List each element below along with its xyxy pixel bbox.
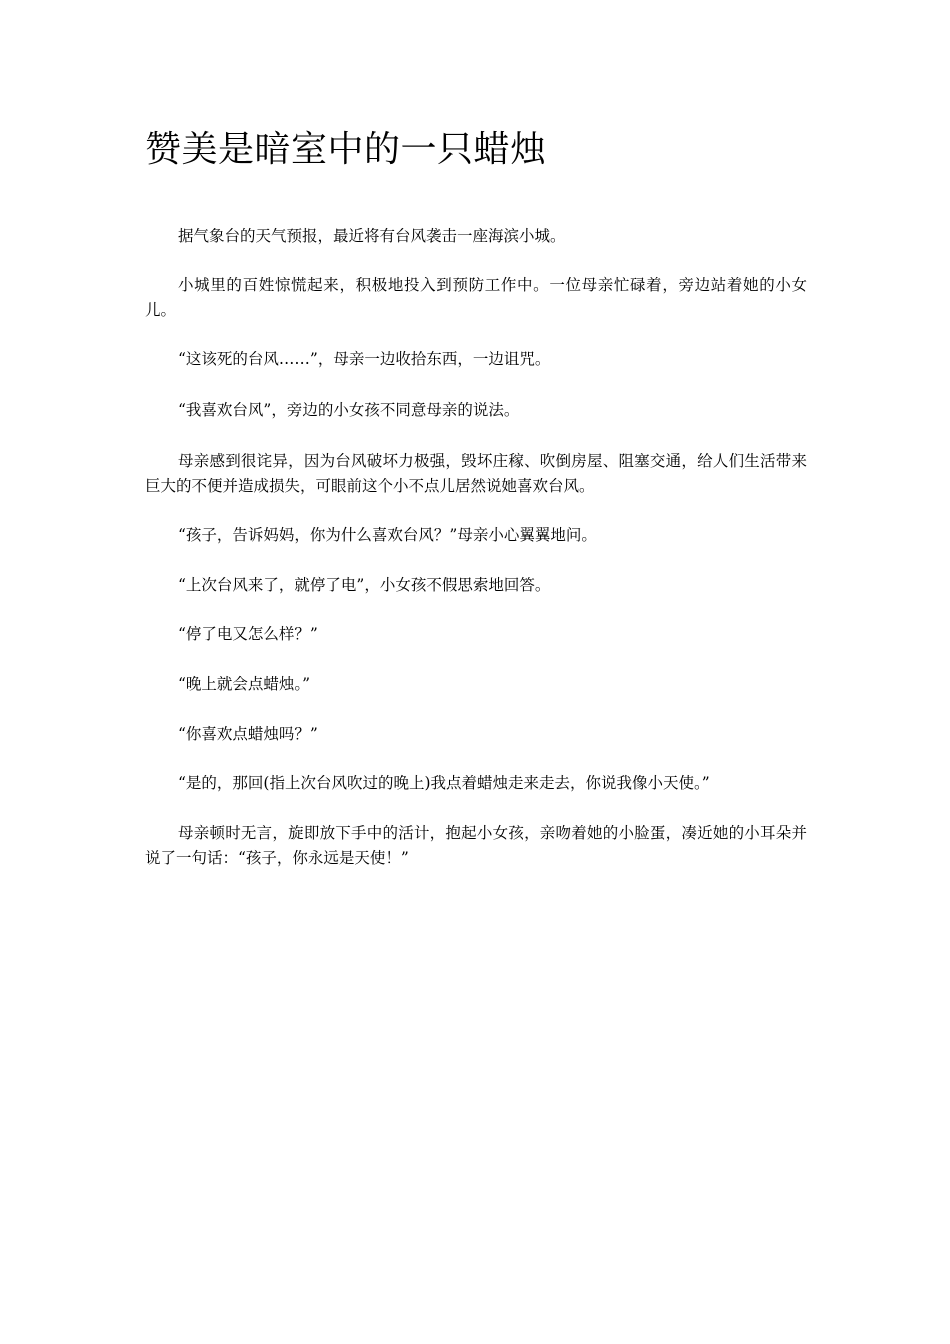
- paragraph: “晚上就会点蜡烛。”: [178, 675, 311, 693]
- paragraph: “停了电又怎么样？”: [178, 625, 318, 643]
- paragraph: “这该死的台风……”，母亲一边收拾东西，一边诅咒。: [178, 350, 551, 368]
- paragraph: 小城里的百姓惊慌起来，积极地投入到预防工作中。一位母亲忙碌着，旁边站着她的小女儿。: [145, 276, 807, 319]
- document-title: 赞美是暗室中的一只蜡烛: [145, 129, 547, 170]
- paragraph: 据气象台的天气预报，最近将有台风袭击一座海滨小城。: [178, 227, 566, 245]
- paragraph: 母亲顿时无言，旋即放下手中的活计，抱起小女孩，亲吻着她的小脸蛋，凑近她的小耳朵并说了一句话：“孩子，你永远是天使！”: [145, 824, 807, 867]
- paragraph: “是的，那回(指上次台风吹过的晚上)我点着蜡烛走来走去，你说我像小天使。”: [178, 774, 710, 792]
- paragraph: 母亲感到很诧异，因为台风破坏力极强，毁坏庄稼、吹倒房屋、阻塞交通，给人们生活带来巨大的不便并造成损失，可眼前这个小不点儿居然说她喜欢台风。: [145, 452, 807, 495]
- paragraph: “你喜欢点蜡烛吗？”: [178, 725, 318, 743]
- paragraph: “上次台风来了，就停了电”，小女孩不假思索地回答。: [178, 576, 551, 594]
- paragraph: “我喜欢台风”，旁边的小女孩不同意母亲的说法。: [178, 401, 520, 419]
- paragraph: “孩子，告诉妈妈，你为什么喜欢台风？”母亲小心翼翼地问。: [178, 526, 597, 544]
